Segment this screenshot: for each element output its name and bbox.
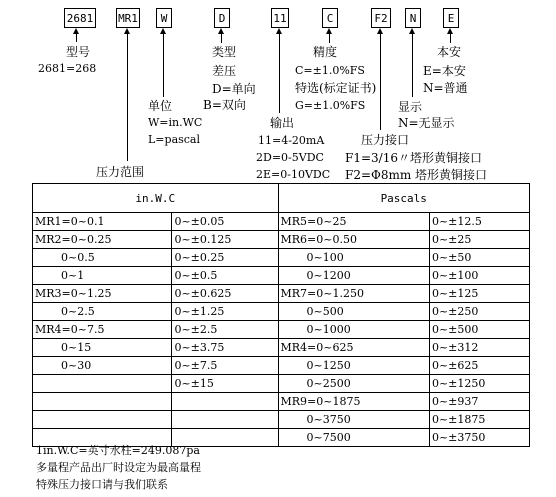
type-b: B=双向	[203, 98, 246, 112]
pa-bidir-cell: 0~±500	[429, 321, 529, 339]
code-unit: W	[156, 8, 172, 28]
inwc-range-cell: 0~2.5	[33, 303, 172, 321]
output-title: 输出	[270, 116, 295, 130]
pa-range-cell: MR7=0~1.250	[278, 285, 429, 303]
type-diff: 差压	[212, 64, 237, 78]
line-unit	[163, 33, 164, 97]
pa-range-cell: 0~3750	[278, 411, 429, 429]
pa-bidir-cell: 0~±25	[429, 231, 529, 249]
table-row	[33, 267, 530, 285]
display-n: N=无显示	[398, 116, 455, 130]
code-model: 2681	[64, 8, 96, 28]
note-multi-range: 多量程产品出厂时设定为最高量程	[36, 461, 201, 474]
code-output: 11	[271, 8, 289, 28]
pa-bidir-cell: 0~±1875	[429, 411, 529, 429]
output-2e: 2E=0-10VDC	[256, 168, 331, 181]
table-row	[33, 303, 530, 321]
note-special-port: 特殊压力接口请与我们联系	[36, 478, 168, 491]
pa-bidir-cell: 0~±3750	[429, 429, 529, 447]
pa-bidir-cell: 0~±625	[429, 357, 529, 375]
inwc-range-cell	[33, 411, 172, 429]
code-port: F2	[371, 8, 391, 28]
port-title: 压力接口	[361, 133, 410, 147]
inwc-bidir-cell	[172, 411, 278, 429]
table-row	[33, 249, 530, 267]
inwc-bidir-cell	[172, 393, 278, 411]
pa-bidir-cell: 0~±1250	[429, 375, 529, 393]
accuracy-g: G=±1.0%FS	[295, 99, 366, 112]
inwc-bidir-cell: 0~±2.5	[172, 321, 278, 339]
code-display: N	[405, 8, 421, 28]
line-accuracy	[329, 33, 330, 43]
inwc-bidir-cell: 0~±0.625	[172, 285, 278, 303]
inwc-bidir-cell: 0~±15	[172, 375, 278, 393]
notes	[36, 442, 201, 493]
pa-range-cell: 0~500	[278, 303, 429, 321]
table-row	[33, 339, 530, 357]
pa-range-cell: 0~1200	[278, 267, 429, 285]
inwc-range-cell	[33, 393, 172, 411]
line-safety	[450, 33, 451, 43]
inwc-range-cell: MR1=0~0.1	[33, 213, 172, 231]
type-d: D=单向	[212, 82, 256, 96]
code-range: MR1	[116, 8, 140, 28]
pa-range-cell: MR4=0~625	[278, 339, 429, 357]
table-row	[33, 411, 530, 429]
inwc-range-cell: MR3=0~1.25	[33, 285, 172, 303]
accuracy-title: 精度	[313, 45, 338, 59]
inwc-range-cell: 0~15	[33, 339, 172, 357]
pa-range-cell: 0~1250	[278, 357, 429, 375]
range-table	[32, 183, 530, 447]
accuracy-c: C=±1.0%FS	[295, 64, 365, 77]
pa-range-cell: 0~7500	[278, 429, 429, 447]
pa-bidir-cell: 0~±50	[429, 249, 529, 267]
port-f1: F1=3/16〃塔形黄铜接口	[345, 151, 482, 165]
pa-bidir-cell: 0~±937	[429, 393, 529, 411]
unit-l: L=pascal	[148, 133, 201, 146]
inwc-range-cell: 0~1	[33, 267, 172, 285]
inwc-range-cell: 0~0.5	[33, 249, 172, 267]
inwc-bidir-cell: 0~±7.5	[172, 357, 278, 375]
table-row	[33, 357, 530, 375]
inwc-range-cell: MR2=0~0.25	[33, 231, 172, 249]
pa-range-cell: MR5=0~25	[278, 213, 429, 231]
accuracy-special: 特选(标定证书)	[295, 81, 377, 95]
pa-range-cell: 0~2500	[278, 375, 429, 393]
output-2d: 2D=0-5VDC	[256, 151, 324, 164]
pa-bidir-cell: 0~±12.5	[429, 213, 529, 231]
inwc-range-cell: 0~30	[33, 357, 172, 375]
type-title: 类型	[212, 45, 237, 59]
inwc-bidir-cell: 0~±1.25	[172, 303, 278, 321]
inwc-bidir-cell: 0~±0.25	[172, 249, 278, 267]
line-port	[380, 33, 381, 130]
pa-bidir-cell: 0~±125	[429, 285, 529, 303]
pa-range-cell: MR6=0~0.50	[278, 231, 429, 249]
table-row	[33, 321, 530, 339]
pa-bidir-cell: 0~±100	[429, 267, 529, 285]
safety-n: N=普通	[423, 81, 468, 95]
table-body	[33, 213, 530, 447]
line-type	[221, 33, 222, 43]
inwc-bidir-cell: 0~±0.5	[172, 267, 278, 285]
table-row	[33, 393, 530, 411]
model-example: 2681=268	[38, 62, 97, 75]
code-accuracy: C	[322, 8, 338, 28]
table-row	[33, 375, 530, 393]
pa-range-cell: 0~1000	[278, 321, 429, 339]
pa-bidir-cell: 0~±312	[429, 339, 529, 357]
header-inwc: in.W.C	[33, 184, 279, 213]
unit-title: 单位	[148, 99, 173, 113]
range-label: 压力范围	[96, 165, 145, 179]
port-f2: F2=Φ8mm 塔形黄铜接口	[345, 168, 488, 182]
note-conversion: 1in.W.C=英寸水柱=249.087pa	[36, 444, 200, 457]
code-safety: E	[443, 8, 459, 28]
code-type: D	[214, 8, 230, 28]
table-row	[33, 285, 530, 303]
table-row	[33, 231, 530, 249]
inwc-range-cell	[33, 375, 172, 393]
pa-range-cell: 0~100	[278, 249, 429, 267]
safety-e: E=本安	[423, 64, 466, 78]
header-pascals: Pascals	[278, 184, 530, 213]
table-header-row	[33, 184, 530, 213]
inwc-bidir-cell: 0~±3.75	[172, 339, 278, 357]
safety-title: 本安	[437, 45, 462, 59]
model-title: 型号	[66, 45, 91, 59]
unit-w: W=in.WC	[148, 116, 203, 129]
inwc-bidir-cell: 0~±0.05	[172, 213, 278, 231]
line-model	[76, 33, 77, 42]
inwc-bidir-cell: 0~±0.125	[172, 231, 278, 249]
pa-range-cell: MR9=0~1875	[278, 393, 429, 411]
pa-bidir-cell: 0~±250	[429, 303, 529, 321]
table-row	[33, 213, 530, 231]
line-output	[279, 33, 280, 113]
inwc-range-cell: MR4=0~7.5	[33, 321, 172, 339]
line-display	[412, 33, 413, 97]
output-11: 11=4-20mA	[258, 134, 325, 147]
display-title: 显示	[398, 100, 423, 114]
line-range	[127, 33, 128, 161]
